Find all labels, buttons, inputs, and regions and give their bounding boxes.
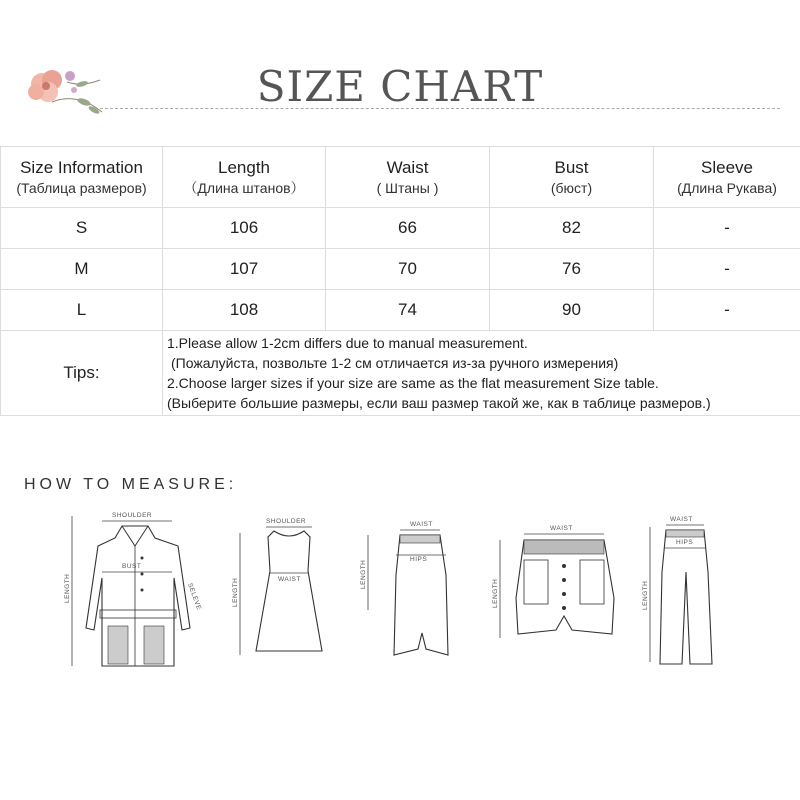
waist-cell: 70 [326,249,490,290]
tip-line: 2.Choose larger sizes if your size are same as the flat measurement Size table. [167,375,659,391]
tip-line: 1.Please allow 1-2cm differs due to manual measurement. [167,335,528,351]
header-label: Bust [554,157,589,177]
sleeve-label: SELEVE [186,582,203,612]
size-cell: L [1,290,163,331]
size-cell: S [1,208,163,249]
sleeve-cell: - [654,208,800,249]
length-label: LENGTH [492,578,499,608]
table-header-row [1,147,800,208]
table-row [1,290,800,331]
waist-label: WAIST [410,521,433,528]
skirt-diagram [356,515,456,665]
header-cell [163,147,326,208]
waist-label: WAIST [550,525,573,532]
header-label: Length [218,157,270,177]
header [0,0,800,140]
waist-label: WAIST [278,576,301,583]
jacket-diagram [60,508,210,678]
shoulder-label: SHOULDER [112,512,153,519]
header-sublabel: (Длина Рукава) [677,179,777,196]
how-to-measure-title: HOW TO MEASURE: [24,476,238,493]
length-cell: 106 [163,208,326,249]
table-row [1,208,800,249]
waist-cell: 74 [326,290,490,331]
length-label: LENGTH [642,580,649,610]
dress-diagram [228,515,328,665]
length-cell: 108 [163,290,326,331]
header-label: Size Information [20,157,143,177]
length-label: LENGTH [232,577,239,607]
header-cell [326,147,490,208]
header-cell [490,147,654,208]
header-label: Waist [386,157,429,177]
hips-label: HIPS [676,539,694,546]
shorts-diagram [488,518,628,648]
tip-line: (Выберите большие размеры, если ваш размер такой же, как в таблице размеров.) [167,395,711,411]
tips-label: Tips: [1,331,163,416]
length-label: LENGTH [360,559,367,589]
size-table [0,146,800,416]
page-title: SIZE CHART [256,62,544,111]
hips-label: HIPS [410,556,428,563]
header-cell [1,147,163,208]
waist-label: WAIST [670,516,693,523]
header-sublabel: (Таблица размеров) [16,179,147,196]
bust-cell: 90 [490,290,654,331]
header-sublabel: (бюст) [550,179,593,196]
bust-label: BUST [122,563,142,570]
bust-cell: 82 [490,208,654,249]
sleeve-cell: - [654,290,800,331]
header-label: Sleeve [701,157,753,177]
tip-line: (Пожалуйста, позвольте 1-2 см отличается из-за ручного измерения) [171,355,619,371]
bust-cell: 76 [490,249,654,290]
length-cell: 107 [163,249,326,290]
tips-row [1,331,800,416]
sleeve-cell: - [654,249,800,290]
header-sublabel: （Длина штанов） [183,179,305,196]
title-divider [100,108,780,109]
shoulder-label: SHOULDER [266,518,307,525]
header-cell [654,147,800,208]
length-label: LENGTH [64,573,71,603]
tips-text [163,331,800,416]
header-sublabel: ( Штаны ) [376,179,439,196]
pants-diagram [640,512,740,672]
size-cell: M [1,249,163,290]
table-row [1,249,800,290]
waist-cell: 66 [326,208,490,249]
